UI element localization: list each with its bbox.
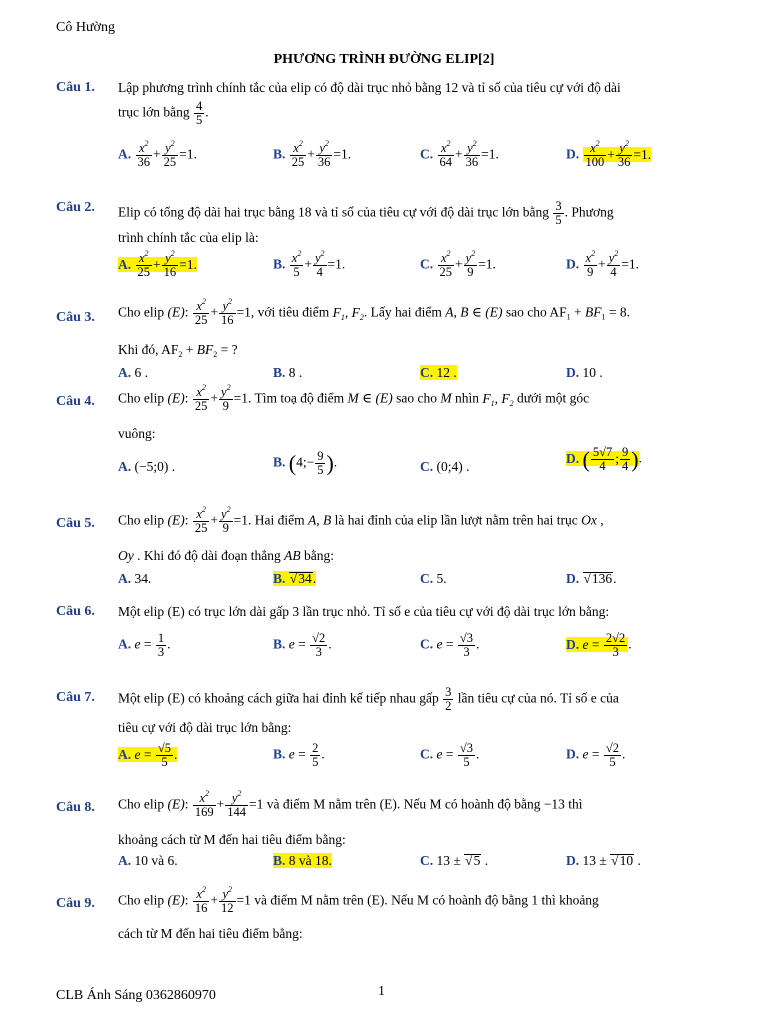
option-a-correct[interactable]: A. e = $\frac{√5}{5}$ . — [118, 741, 178, 769]
question-text-line2: trình chính tắc của elip là: — [118, 230, 259, 245]
question-label: Câu 7. — [56, 690, 95, 705]
question-text: Lập phương trình chính tắc của elip có độ dài trục nhỏ bằng 12 và tỉ số của tiêu cự với độ dài — [118, 80, 621, 95]
question-text-line2: khoảng cách từ M đến hai tiêu điểm bằng: — [118, 832, 346, 847]
footer-org: CLB Ánh Sáng 0362860970 — [56, 988, 216, 1003]
page-title: PHƯƠNG TRÌNH ĐƯỜNG ELIP[2] — [273, 52, 495, 67]
question-text: Cho elip (E): $\frac{x^2}{25}$ + $\frac{y^2}{9}$ =1. Tìm toạ độ điểm M ∈ (E) sao cho M nhìn $F_1$, $F_2$ dưới một góc — [118, 383, 590, 413]
option-c-correct[interactable]: C. 12 . — [420, 365, 457, 380]
option-d-correct[interactable]: D. ( $\frac{5√7}{4}$ ; $\frac{9}{4}$ ). — [566, 445, 642, 473]
question-label: Câu 8. — [56, 800, 95, 815]
option-c[interactable]: C. 5. — [420, 571, 447, 586]
question-text: Một elip (E) có trục lớn dài gấp 3 lần trục nhỏ. Tỉ số e của tiêu cự với độ dài trục lớn bằng: — [118, 604, 610, 619]
question-label: Câu 6. — [56, 604, 95, 619]
option-d[interactable]: D. √ 136. — [566, 570, 617, 588]
question-text-line2: vuông: — [118, 426, 156, 441]
option-a-correct[interactable]: A. $\frac{x^2}{25}$ + $\frac{y^2}{16}$ =1. — [118, 249, 197, 279]
option-a[interactable]: A. $\frac{x^2}{36}$ + $\frac{y^2}{25}$ =1. — [118, 139, 197, 169]
option-b-correct[interactable]: B. 8 và 18. — [273, 853, 332, 868]
option-b[interactable]: B. $\frac{x^2}{25}$ + $\frac{y^2}{36}$ =1. — [273, 139, 352, 169]
option-d[interactable]: D. $\frac{x^2}{9}$ + $\frac{y^2}{4}$ =1. — [566, 249, 639, 279]
option-b[interactable]: B. $\frac{x^2}{5}$ + $\frac{y^2}{4}$ =1. — [273, 249, 346, 279]
option-d-correct[interactable]: D. $\frac{x^2}{100}$ + $\frac{y^2}{36}$ =1. — [566, 139, 652, 169]
option-b[interactable]: B. e = $\frac{√2}{3}$ . — [273, 631, 332, 659]
option-b-correct[interactable]: B. √ 34. — [273, 570, 316, 588]
option-d-correct[interactable]: D. e = $\frac{2√2}{3}$ . — [566, 631, 632, 659]
option-d[interactable]: D. e = $\frac{√2}{5}$ . — [566, 741, 626, 769]
page-header-author: Cô Hường — [56, 20, 115, 35]
option-b[interactable]: B. 8 . — [273, 365, 303, 380]
question-text: Elip có tổng độ dài hai trục bằng 18 và tỉ số của tiêu cự với độ dài trục lớn bằng $\frac{3}{5}$ . Phương — [118, 199, 614, 227]
option-a[interactable]: A. 34. — [118, 571, 152, 586]
question-label: Câu 1. — [56, 80, 95, 95]
fraction: $\frac{4}{5}$ — [196, 99, 203, 127]
question-label: Câu 4. — [56, 394, 95, 409]
option-c[interactable]: C. 13 ± √ 5 . — [420, 852, 488, 870]
question-text: Cho elip (E): $\frac{x^2}{169}$ + $\frac{y^2}{144}$ =1 và điểm M nằm trên (E). Nếu M có hoành độ bằng −13 thì — [118, 789, 583, 819]
question-text-line2: Oy . Khi đó độ dài đoạn thẳng AB bằng: — [118, 548, 334, 563]
option-d[interactable]: D. 13 ± √ 10 . — [566, 852, 641, 870]
option-b[interactable]: B. (4;− $\frac{9}{5}$ ). — [273, 449, 338, 477]
option-c[interactable]: C. $\frac{x^2}{25}$ + $\frac{y^2}{9}$ =1. — [420, 249, 496, 279]
question-text-line2: cách từ M đến hai tiêu điểm bằng: — [118, 926, 303, 941]
question-text: Cho elip (E): $\frac{x^2}{25}$ + $\frac{y^2}{16}$ =1, với tiêu điểm $F_1$, $F_2$. Lấy hai điểm A, B ∈ (E) sao cho $AF_1 + BF_1 = 8$. — [118, 297, 631, 327]
question-text: Một elip (E) có khoảng cách giữa hai đỉnh kế tiếp nhau gấp $\frac{3}{2}$ lần tiêu cự của nó. Tỉ số e của — [118, 685, 619, 713]
question-label: Câu 9. — [56, 896, 95, 911]
page-number: 1 — [378, 984, 385, 999]
option-a[interactable]: A. e = $\frac{1}{3}$ . — [118, 631, 171, 659]
question-text-line2: tiêu cự với độ dài trục lớn bằng: — [118, 720, 292, 735]
option-b[interactable]: B. e = $\frac{2}{5}$ . — [273, 741, 325, 769]
question-text-line2: trục lớn bằng $\frac{4}{5}$ . — [118, 99, 209, 127]
option-c[interactable]: C. (0;4) . — [420, 459, 470, 474]
question-label: Câu 5. — [56, 516, 95, 531]
option-a[interactable]: A. 10 và 6. — [118, 853, 178, 868]
question-text: Cho elip (E): $\frac{x^2}{16}$ + $\frac{y^2}{12}$ =1 và điểm M nằm trên (E). Nếu M có hoành độ bằng 1 thì khoảng — [118, 885, 599, 915]
option-c[interactable]: C. e = $\frac{√3}{5}$ . — [420, 741, 480, 769]
option-a[interactable]: A. 6 . — [118, 365, 148, 380]
question-label: Câu 3. — [56, 310, 95, 325]
option-c[interactable]: C. $\frac{x^2}{64}$ + $\frac{y^2}{36}$ =1. — [420, 139, 499, 169]
question-text: Cho elip (E): $\frac{x^2}{25}$ + $\frac{y^2}{9}$ =1. Hai điểm A, B là hai đỉnh của elip lần lượt nằm trên hai trục Ox , — [118, 505, 604, 535]
question-label: Câu 2. — [56, 200, 95, 215]
option-c[interactable]: C. e = $\frac{√3}{3}$ . — [420, 631, 480, 659]
option-a[interactable]: A. (−5;0) . — [118, 459, 176, 474]
option-d[interactable]: D. 10 . — [566, 365, 603, 380]
question-text-line2: Khi đó, $AF_2 + BF_2$ = ? — [118, 342, 238, 359]
